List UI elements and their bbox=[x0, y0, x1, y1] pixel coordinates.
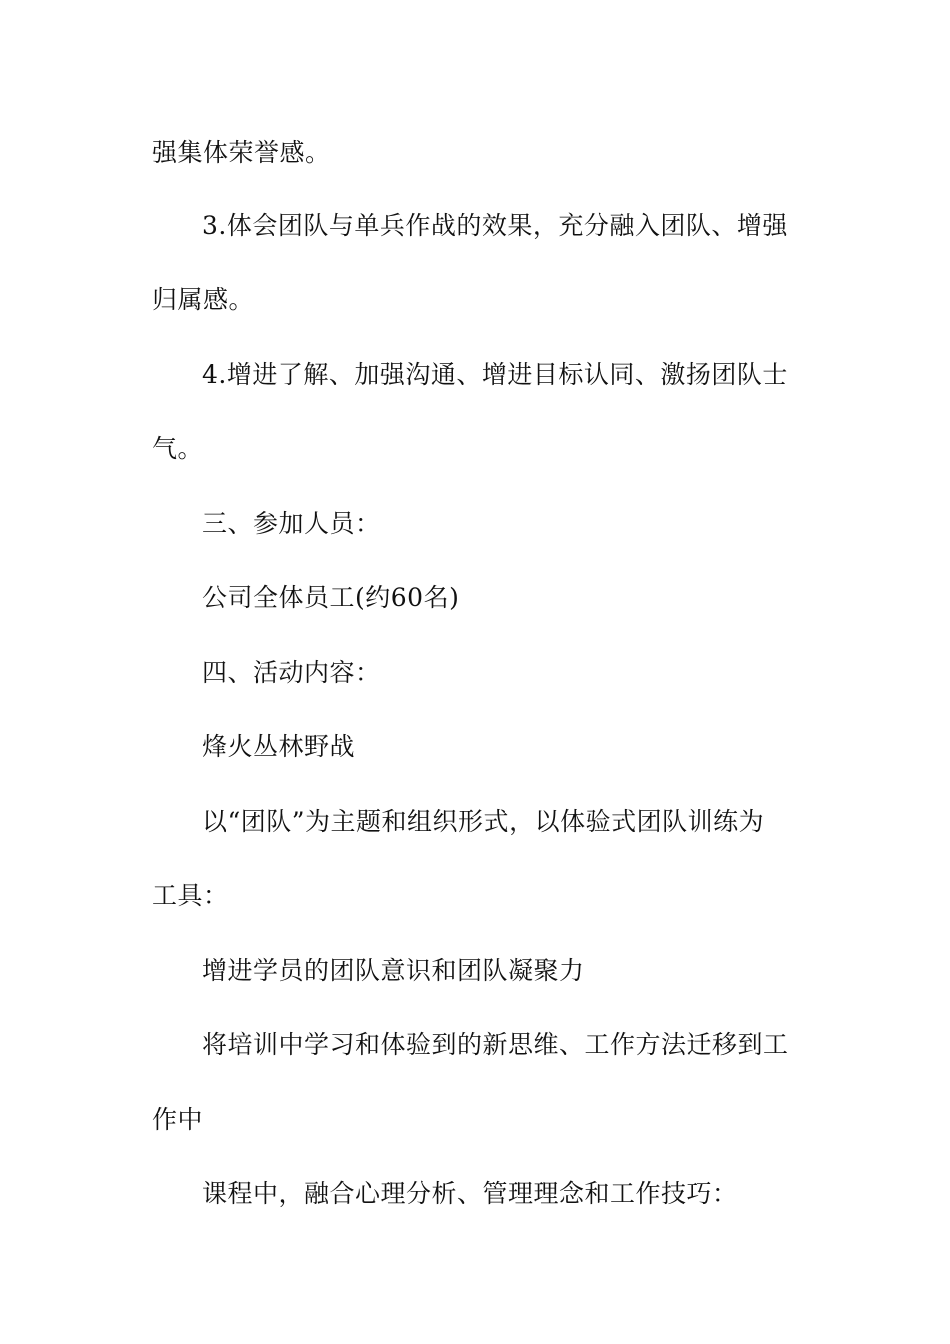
paragraph-line: 4.增进了解、加强沟通、增进目标认同、激扬团队士 bbox=[202, 360, 788, 389]
paragraph-line: 强集体荣誉感。 bbox=[152, 138, 331, 167]
section-heading: 四、活动内容： bbox=[202, 658, 381, 687]
paragraph-line: 课程中，融合心理分析、管理理念和工作技巧： bbox=[202, 1179, 738, 1208]
paragraph-line: 烽火丛林野战 bbox=[202, 732, 356, 761]
paragraph-line: 以“团队”为主题和组织形式，以体验式团队训练为 bbox=[202, 807, 765, 836]
paragraph-line: 3.体会团队与单兵作战的效果，充分融入团队、增强 bbox=[202, 211, 788, 240]
paragraph-line: 归属感。 bbox=[152, 285, 255, 314]
paragraph-line: 作中 bbox=[152, 1105, 204, 1134]
paragraph-line: 公司全体员工(约60名) bbox=[202, 583, 460, 612]
paragraph-line: 将培训中学习和体验到的新思维、工作方法迁移到工 bbox=[202, 1030, 789, 1059]
section-heading: 三、参加人员： bbox=[202, 509, 381, 538]
paragraph-line: 增进学员的团队意识和团队凝聚力 bbox=[202, 956, 585, 985]
paragraph-line: 气。 bbox=[152, 434, 204, 463]
paragraph-line: 工具： bbox=[152, 881, 229, 910]
